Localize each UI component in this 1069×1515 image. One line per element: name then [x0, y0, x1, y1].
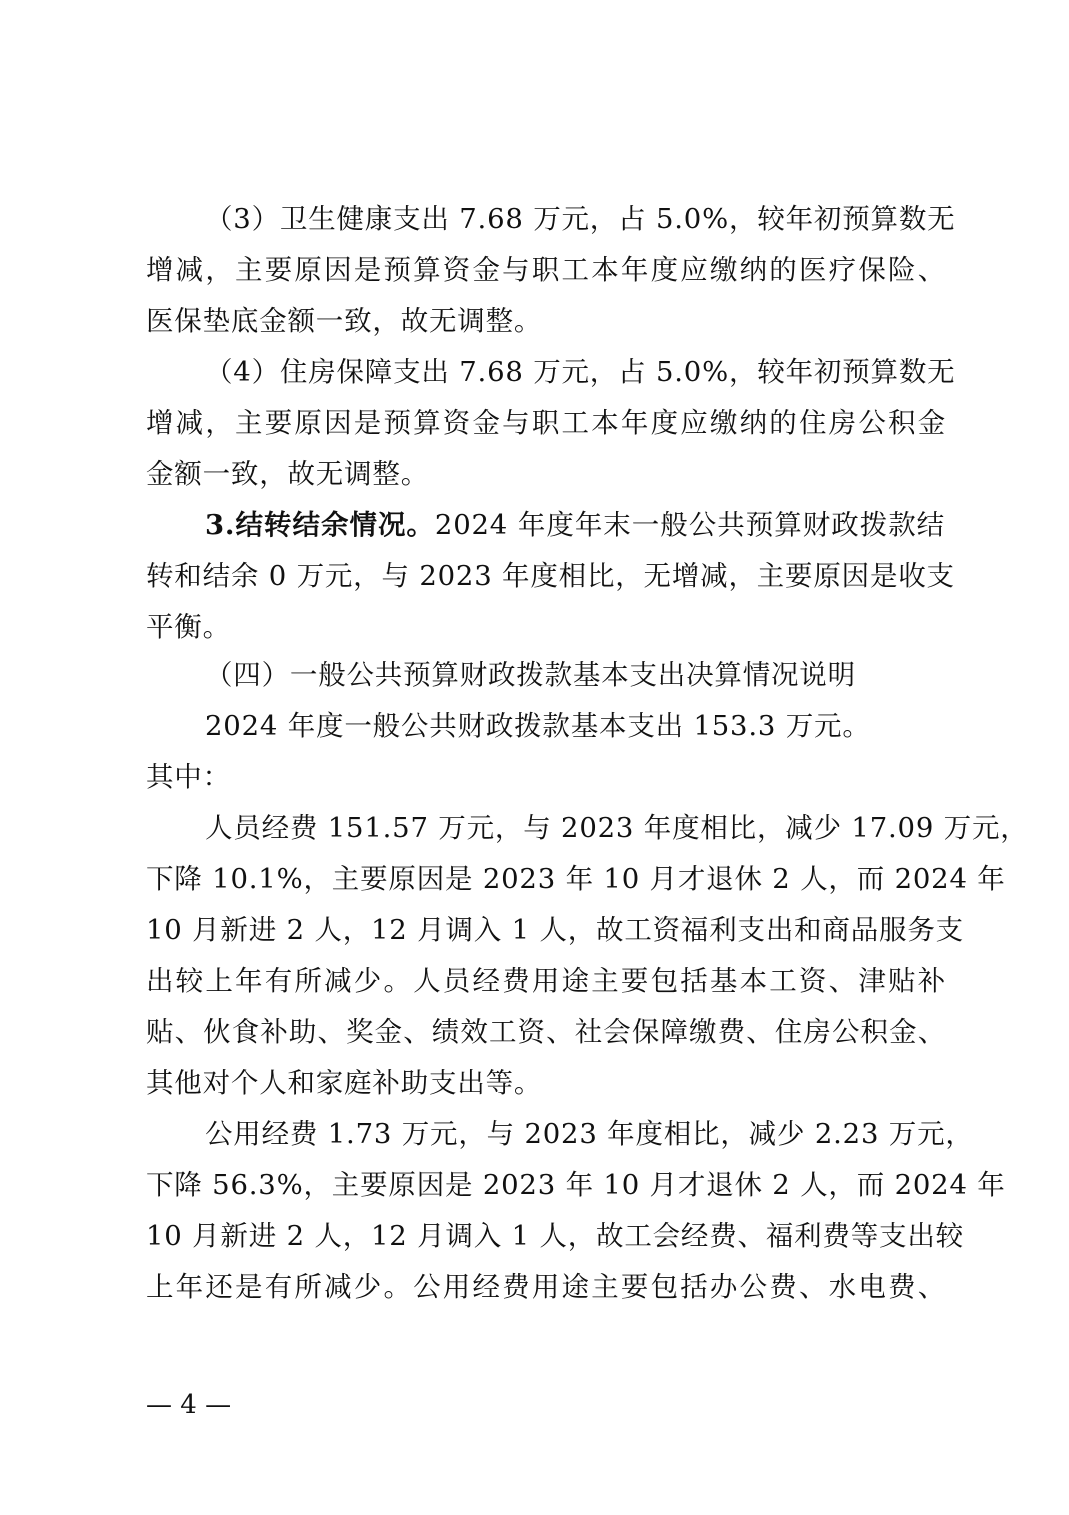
paragraph-basic-expenditure-line-2: 其中：: [146, 761, 231, 793]
paragraph-carryover-line-1: [205, 505, 945, 545]
paragraph-housing-line-3: 金额一致，故无调整。: [146, 458, 429, 490]
carryover-heading: 3.结转结余情况。: [205, 509, 435, 541]
carryover-text: 2024 年度年末一般公共预算财政拨款结: [434, 509, 945, 541]
paragraph-personnel-line-2: 下降 10.1%，主要原因是 2023 年 10 月才退休 2 人，而 2024 年: [146, 863, 1006, 895]
paragraph-carryover-line-2: 转和结余 0 万元，与 2023 年度相比，无增减，主要原因是收支: [146, 560, 955, 592]
page-number: — 4 —: [146, 1390, 232, 1420]
paragraph-housing-line-1: （4）住房保障支出 7.68 万元，占 5.0%，较年初预算数无: [205, 356, 956, 388]
paragraph-housing-line-2: 增减，主要原因是预算资金与职工本年度应缴纳的住房公积金: [146, 407, 946, 439]
paragraph-personnel-line-1: 人员经费 151.57 万元，与 2023 年度相比，减少 17.09 万元，: [205, 812, 1029, 844]
paragraph-health-line-1: （3）卫生健康支出 7.68 万元，占 5.0%，较年初预算数无: [205, 203, 956, 235]
paragraph-health-line-3: 医保垫底金额一致，故无调整。: [146, 305, 543, 337]
paragraph-public-line-4: 上年还是有所减少。公用经费用途主要包括办公费、水电费、: [146, 1271, 946, 1303]
paragraph-personnel-line-4: 出较上年有所减少。人员经费用途主要包括基本工资、津贴补: [146, 965, 946, 997]
paragraph-personnel-line-6: 其他对个人和家庭补助支出等。: [146, 1067, 543, 1099]
paragraph-public-line-3: 10 月新进 2 人，12 月调入 1 人，故工会经费、福利费等支出较: [146, 1220, 964, 1252]
paragraph-carryover-line-3: 平衡。: [146, 611, 231, 643]
paragraph-health-line-2: 增减，主要原因是预算资金与职工本年度应缴纳的医疗保险、: [146, 254, 946, 286]
paragraph-personnel-line-5: 贴、伙食补助、奖金、绩效工资、社会保障缴费、住房公积金、: [146, 1016, 946, 1048]
paragraph-basic-expenditure-line-1: 2024 年度一般公共财政拨款基本支出 153.3 万元。: [205, 710, 871, 742]
paragraph-personnel-line-3: 10 月新进 2 人，12 月调入 1 人，故工资福利支出和商品服务支: [146, 914, 964, 946]
section-heading: （四）一般公共预算财政拨款基本支出决算情况说明: [205, 659, 856, 691]
paragraph-public-line-2: 下降 56.3%，主要原因是 2023 年 10 月才退休 2 人，而 2024 年: [146, 1169, 1006, 1201]
paragraph-public-line-1: 公用经费 1.73 万元，与 2023 年度相比，减少 2.23 万元，: [205, 1118, 974, 1150]
